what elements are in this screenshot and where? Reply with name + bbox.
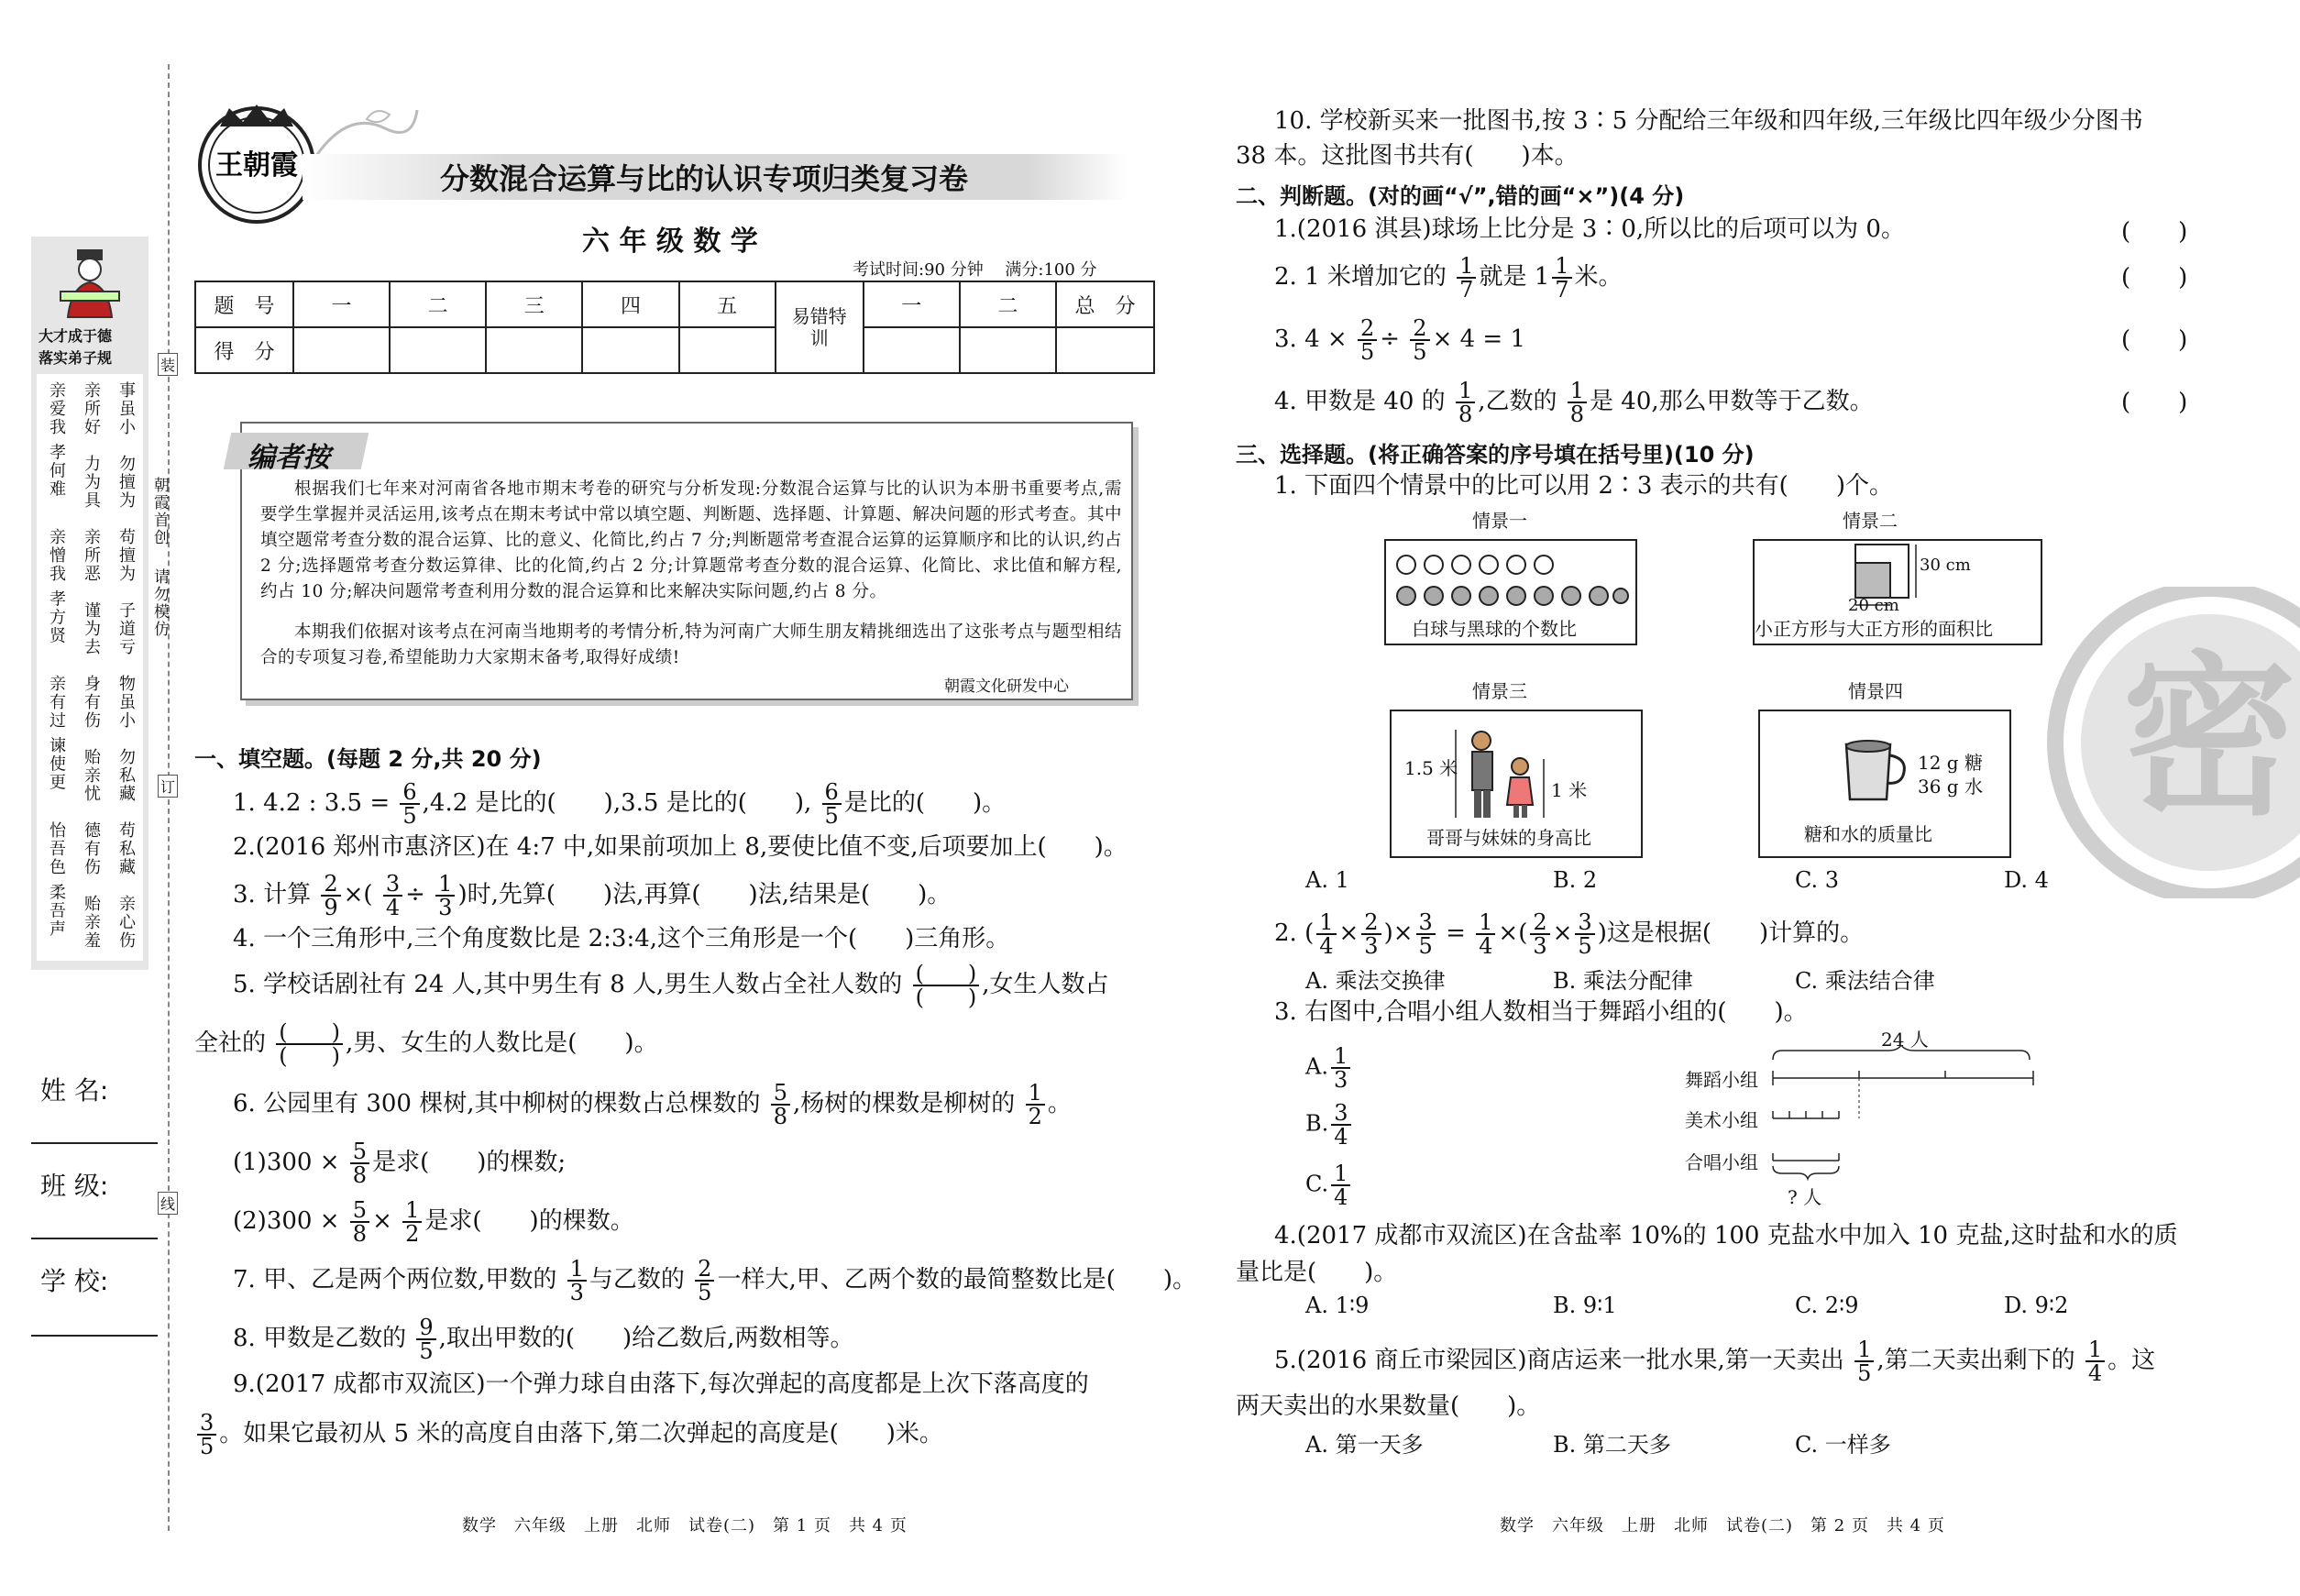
scene1-balls — [1392, 550, 1630, 609]
poem-col: 亲憎我 孝方贤 — [47, 528, 66, 645]
poem-col: 亲所好 — [82, 381, 101, 436]
s1-q6: 6. 公园里有 300 棵树,其中柳树的棵数占总棵数的 $\frac{5}{8}$ ,杨树的棵数是柳树的 $\frac{1}{2}$ 。 — [233, 1080, 1072, 1129]
seal-xian: 线 — [158, 1192, 178, 1215]
motto-panel — [31, 237, 149, 970]
poem-col: 贻亲忧 — [82, 748, 101, 803]
s3-q2-option-a[interactable]: A. 乘法交换律 — [1305, 968, 1446, 994]
s1-q3: 3. 计算 $\frac{2}{9}$ ×( $\frac{3}{4}$ ÷ $\frac{1}{3}$ )时,先算( )法,再算( )法,结果是( )。 — [233, 871, 952, 920]
score-cell: 题 号 — [195, 281, 293, 327]
score-table-header-row — [195, 281, 1154, 327]
q-text: ,4.2 是比的( ),3.5 是比的( ), — [422, 789, 812, 817]
black-balls — [1397, 587, 1628, 605]
judge-answer-blank[interactable]: ( ) — [2121, 218, 2188, 246]
score-cell: 二 — [390, 281, 486, 327]
poem-col: 亲心伤 — [116, 895, 136, 950]
s2-q4: 4. 甲数是 40 的 $\frac{1}{8}$ ,乙数的 $\frac{1}{8}$ 是 40,那么甲数等于乙数。 — [1274, 378, 1874, 427]
watermark-text: 密 — [2121, 634, 2297, 839]
section1-heading: 一、填空题。(每题 2 分,共 20 分) — [194, 746, 542, 772]
score-input[interactable] — [293, 327, 390, 373]
judge-answer-blank[interactable]: ( ) — [2121, 389, 2188, 416]
section2-heading: 二、判断题。(对的画“√”,错的画“×”)(4 分) — [1236, 183, 1685, 209]
motto-bottom: 落实弟子规 — [39, 349, 113, 367]
scene3-caption: 哥哥与妹妹的身高比 — [1426, 827, 1591, 849]
s3-q3: 3. 右图中,合唱小组人数相当于舞蹈小组的( )。 — [1274, 998, 1808, 1026]
diagram-unknown-label: ? 人 — [1788, 1186, 1822, 1208]
s1-q2: 2.(2016 郑州市惠济区)在 4:7 中,如果前项加上 8,要使比值不变,后项要加上( )。 — [233, 833, 1128, 861]
scene1-caption: 白球与黑球的个数比 — [1412, 618, 1577, 640]
poem-col: 身有伤 — [82, 675, 101, 730]
score-cell: 总 分 — [1056, 281, 1154, 327]
name-field[interactable] — [31, 1142, 158, 1144]
s2-q3: 3. 4 × $\frac{2}{5}$ ÷ $\frac{2}{5}$ × 4 = 1 — [1274, 315, 1526, 365]
editor-note-title-text: 编者按 — [248, 442, 330, 474]
score-cell: 四 — [582, 281, 678, 327]
poem-col: 贻亲羞 — [82, 895, 101, 950]
seal-zhuang: 装 — [158, 353, 178, 376]
s1-q9: 9.(2017 成都市双流区)一个弹力球自由落下,每次弹起的高度都是上次下落高度的 — [233, 1370, 1089, 1398]
s2-q2: 2. 1 米增加它的 $\frac{1}{7}$ 就是 1 $\frac{1}{7}$ 米。 — [1274, 253, 1623, 303]
s1-q10: 10. 学校新买来一批图书,按 3∶5 分配给三年级和四年级,三年级比四年级少分图书 — [1274, 107, 2143, 135]
s1-q5-cont: 全社的 $\frac{( )}{( )}$ ,男、女生的人数比是( )。 — [194, 1019, 658, 1069]
answer-blank-fraction[interactable]: $\frac{( )}{( )}$ — [913, 963, 980, 1008]
score-cell: 五 — [679, 281, 776, 327]
scene2-caption: 小正方形与大正方形的面积比 — [1755, 618, 1993, 640]
score-input[interactable] — [582, 327, 678, 373]
s3-q5-option-a[interactable]: A. 第一天多 — [1305, 1432, 1424, 1458]
scene2-dim-big: 30 cm — [1920, 556, 1971, 575]
s3-q1-option-d[interactable]: D. 4 — [2004, 867, 2049, 893]
s3-q4-option-c[interactable]: C. 2∶9 — [1795, 1293, 1859, 1318]
score-input[interactable] — [864, 327, 960, 373]
s3-q5: 5.(2016 商丘市梁园区)商店运来一批水果,第一天卖出 $\frac{1}{5}$ ,第二天卖出剩下的 $\frac{1}{4}$ 。这 — [1274, 1337, 2156, 1386]
poem-col: 勿私藏 — [116, 748, 136, 803]
s3-q4: 4.(2017 成都市双流区)在含盐率 10%的 100 克盐水中加入 10 克盐,这时盐和水的质 — [1274, 1222, 2178, 1249]
fraction: $\frac{6}{5}$ — [400, 781, 419, 827]
scene4-dim-sugar: 12 g 糖 — [1918, 752, 1983, 774]
judge-answer-blank[interactable]: ( ) — [2121, 326, 2188, 354]
class-label: 班 级: — [40, 1171, 109, 1201]
score-row-label: 得 分 — [195, 327, 293, 373]
s1-q4: 4. 一个三角形中,三个角度数比是 2:3:4,这个三角形是一个( )三角形。 — [233, 925, 1010, 952]
s3-q1-option-a[interactable]: A. 1 — [1305, 867, 1349, 893]
score-cell: 一 — [293, 281, 390, 327]
s1-q9-cont: $\frac{3}{5}$ 。如果它最初从 5 米的高度自由落下,第二次弹起的高度是( )米。 — [194, 1412, 943, 1458]
binding-line — [168, 64, 170, 1531]
s1-q10-cont: 38 本。这批图书共有( )本。 — [1236, 142, 1579, 170]
s3-q5-option-b[interactable]: B. 第二天多 — [1553, 1432, 1671, 1458]
s3-q1-option-c[interactable]: C. 3 — [1795, 867, 1840, 893]
seal-ding: 订 — [158, 775, 178, 798]
poem-col: 子道亏 — [116, 601, 136, 656]
name-label: 姓 名: — [40, 1075, 109, 1106]
school-label: 学 校: — [40, 1266, 109, 1296]
answer-blank-fraction[interactable]: $\frac{( )}{( )}$ — [276, 1021, 343, 1067]
diagram-row-dance: 舞蹈小组 — [1685, 1069, 1758, 1091]
poem-col: 怡吾色 柔吾声 — [47, 821, 66, 939]
score-table — [194, 281, 1155, 374]
poem-col: 物虽小 — [116, 675, 136, 730]
editor-note-para2: 本期我们依据对该考点在河南当地期考的考情分析,特为河南广大师生朋友精挑细选出了这张考点与题型相结合的专项复习卷,希望能助力大家期末备考,取得好成绩! — [260, 622, 1122, 667]
s3-q4-cont: 量比是( )。 — [1236, 1259, 1398, 1286]
poem-col: 亲所恶 — [82, 528, 101, 583]
fraction: $\frac{6}{5}$ — [822, 781, 842, 827]
diagram-row-choir: 合唱小组 — [1685, 1151, 1758, 1173]
s3-q3-option-a[interactable]: A. $\frac{1}{3}$ — [1305, 1045, 1353, 1091]
score-cell-special: 易错特训 — [776, 281, 864, 373]
scene2-dim-small: 20 cm — [1848, 596, 1899, 615]
footer-right: 数学 六年级 上册 北师 试卷(二) 第 2 页 共 4 页 — [1500, 1516, 1945, 1535]
s3-q2-option-c[interactable]: C. 乘法结合律 — [1795, 968, 1935, 994]
subtitle: 六 年 级 数 学 — [582, 226, 758, 258]
scene1-title: 情景一 — [1472, 510, 1527, 532]
school-field[interactable] — [31, 1335, 158, 1337]
judge-answer-blank[interactable]: ( ) — [2121, 264, 2188, 292]
score-cell: 二 — [960, 281, 1056, 327]
scene2-title: 情景二 — [1843, 510, 1898, 532]
s1-q7: 7. 甲、乙是两个两位数,甲数的 $\frac{1}{3}$ 与乙数的 $\frac{2}{5}$ 一样大,甲、乙两个数的最简整数比是( )。 — [233, 1256, 1197, 1305]
s3-q5-cont: 两天卖出的水果数量( )。 — [1236, 1392, 1541, 1420]
poem-col: 谨为去 — [82, 601, 101, 656]
s1-q1 — [233, 781, 1006, 827]
q-text: 1. 4.2 : 3.5 = — [233, 789, 391, 817]
diagram-row-art: 美术小组 — [1685, 1109, 1758, 1131]
s1-q8: 8. 甲数是乙数的 $\frac{9}{5}$ ,取出甲数的( )给乙数后,两数相等。 — [233, 1315, 854, 1364]
s1-q6-2: (2)300 × $\frac{5}{8}$ × $\frac{1}{2}$ 是求( )的棵数。 — [233, 1197, 634, 1247]
editor-note-sign: 朝霞文化研发中心 — [944, 677, 1069, 696]
poem-col: 亲有过 谏使更 — [47, 675, 66, 792]
poem-col: 亲爱我 孝何难 — [47, 381, 66, 499]
s3-q2: 2. ( $\frac{1}{4}$ × $\frac{2}{3}$ )× $\frac{3}{5}$ = $\frac{1}{4}$ ×( $\frac{2}{3}$ × $\frac{3}{5}$ )这是根据( )计算的。 — [1274, 909, 1865, 959]
scene4-dim-water: 36 g 水 — [1918, 776, 1983, 798]
secret-seal-watermark — [2035, 587, 2300, 898]
score-input[interactable] — [1056, 327, 1154, 373]
class-field[interactable] — [31, 1238, 158, 1239]
s3-q1-option-b[interactable]: B. 2 — [1553, 867, 1598, 893]
vertical-note-no-copy: 请勿模仿 — [150, 568, 169, 638]
vertical-note-original: 朝霞首创 — [150, 477, 169, 546]
section3-heading: 三、选择题。(将正确答案的序号填在括号里)(10 分) — [1236, 442, 1755, 468]
score-input[interactable] — [390, 327, 486, 373]
scene3-title: 情景三 — [1472, 680, 1527, 702]
publisher-logo — [193, 99, 321, 227]
q-text: 是比的( )。 — [843, 789, 1007, 817]
score-cell: 一 — [864, 281, 960, 327]
s3-q4-option-b[interactable]: B. 9∶1 — [1553, 1293, 1617, 1318]
scene3-dim-sister: 1 米 — [1551, 779, 1588, 801]
scene3-dim-brother: 1.5 米 — [1404, 757, 1458, 779]
score-cell: 三 — [486, 281, 582, 327]
poem-col: 苟私藏 — [116, 821, 136, 876]
poem-col: 力为具 — [82, 455, 101, 510]
s3-q5-option-c[interactable]: C. 一样多 — [1795, 1432, 1891, 1458]
s3-q4-option-a[interactable]: A. 1∶9 — [1305, 1293, 1370, 1318]
scene4-caption: 糖和水的质量比 — [1804, 823, 1932, 845]
editor-note-para1: 根据我们七年来对河南省各地市期末考卷的研究与分析发现:分数混合运算与比的认识为本册书重要考点,需要学生掌握并灵活运用,该考点在期末考试中常以填空题、判断题、选择题、计算题、解决问题的形式考查。其中填空题常考查分数的混合运算、比的意义、化简比,约占 7 分;判断题常考查混合运算的运算顺序和比的认识,约占 2 分;选择题常考查分数运算律、比的化简,约占 2 分;计算题常考查分数的混合运算、化简比、求比值和解方程,约占 10 分;解决问题常考查利用分数的混合运算和比来解决实际问题,约占 8 分。 — [260, 479, 1122, 601]
scholar-figure-icon — [55, 246, 125, 319]
logo-text: 王朝霞 — [215, 149, 298, 182]
footer-left: 数学 六年级 上册 北师 试卷(二) 第 1 页 共 4 页 — [462, 1516, 908, 1535]
scene4-title: 情景四 — [1848, 680, 1903, 702]
s1-q6-1: (1)300 × $\frac{5}{8}$ 是求( )的棵数; — [233, 1139, 567, 1188]
score-input[interactable] — [679, 327, 776, 373]
score-input[interactable] — [486, 327, 582, 373]
poem-col: 事虽小 — [116, 381, 136, 436]
diagram-total-label: 24 人 — [1881, 1029, 1929, 1051]
exam-info: 考试时间:90 分钟 满分:100 分 — [853, 260, 1097, 280]
page-title: 分数混合运算与比的认识专项归类复习卷 — [440, 161, 969, 196]
motto-poem — [37, 374, 143, 961]
poem-col: 苟擅为 — [116, 528, 136, 583]
poem-col: 德有伤 — [82, 821, 101, 876]
s3-q3-option-c[interactable]: C. $\frac{1}{4}$ — [1305, 1162, 1353, 1208]
motto-top: 大才成于德 — [39, 327, 113, 345]
poem-col: 勿擅为 — [116, 455, 136, 510]
s3-q2-option-b[interactable]: B. 乘法分配律 — [1553, 968, 1693, 994]
s3-q4-option-d[interactable]: D. 9∶2 — [2004, 1293, 2069, 1318]
mug-icon — [1839, 733, 1912, 807]
s1-q5: 5. 学校话剧社有 24 人,其中男生有 8 人,男生人数占全社人数的 $\frac{( )}{( )}$ ,女生人数占 — [233, 961, 1109, 1010]
s2-q1: 1.(2016 淇县)球场上比分是 3∶0,所以比的后项可以为 0。 — [1274, 215, 1905, 243]
s3-q1: 1. 下面四个情景中的比可以用 2∶3 表示的共有( )个。 — [1274, 472, 1893, 500]
s3-q3-option-b[interactable]: B. $\frac{3}{4}$ — [1305, 1102, 1354, 1148]
score-input[interactable] — [960, 327, 1056, 373]
score-table-score-row — [195, 327, 1154, 373]
white-balls — [1397, 556, 1553, 574]
